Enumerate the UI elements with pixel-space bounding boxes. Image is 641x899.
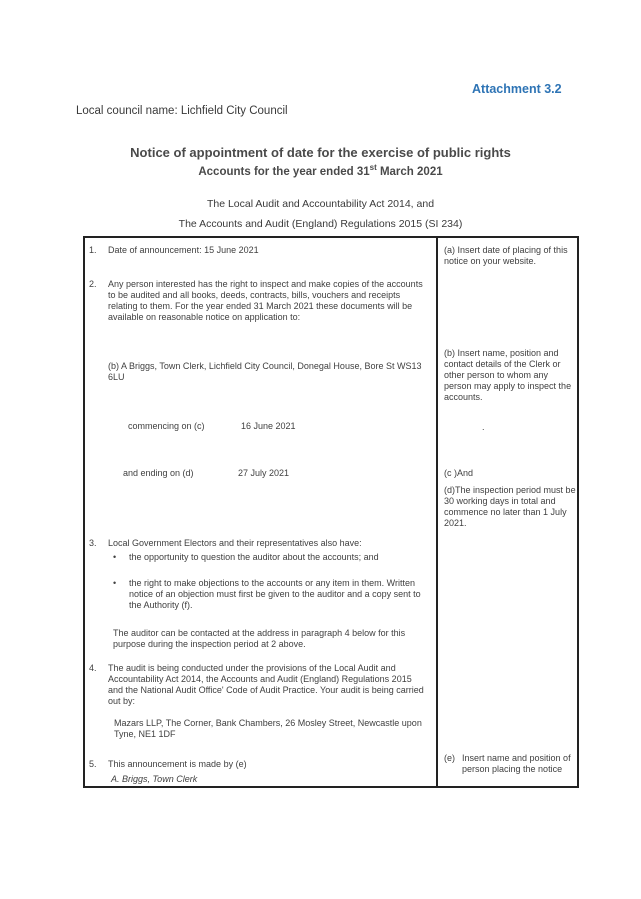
contact-person: (b) A Briggs, Town Clerk, Lichfield City Council, Donegal House, Bore St WS13 6LU bbox=[108, 361, 422, 382]
ending-date: 27 July 2021 bbox=[238, 468, 290, 478]
right-to-question: the opportunity to question the auditor about the accounts; and bbox=[129, 552, 379, 562]
attachment-label: Attachment 3.2 bbox=[472, 82, 562, 96]
commencing-label: commencing on (c) bbox=[128, 421, 205, 431]
item-number-3: 3. bbox=[89, 538, 97, 548]
announcement-made-by: This announcement is made by (e) bbox=[108, 759, 247, 769]
page-title: Notice of appointment of date for the exercise of public rights bbox=[130, 145, 511, 160]
announcer-name: A. Briggs, Town Clerk bbox=[111, 774, 198, 784]
auditor-address: Mazars LLP, The Corner, Bank Chambers, 26 Mosley Street, Newcastle upon Tyne, NE1 1DF bbox=[114, 718, 422, 739]
note-c: (c )And bbox=[444, 468, 474, 478]
audit-provisions-text: The audit is being conducted under the provisions of the Local Audit and Accountability Act 2014, the Accounts and Audit (England) Regulations 2015 and the National Audit Office' Code of Audit Practice. Your audit is being carried out by: bbox=[108, 663, 424, 706]
inspection-rights-text: Any person interested has the right to inspect and make copies of the accounts to be audited and all books, deeds, contracts, bills, vouchers and receipts relating to them. For the year ended 31 March 2021 these documents will be available on reasonable notice on application to: bbox=[108, 279, 423, 322]
item-number-2: 2. bbox=[89, 279, 97, 289]
item-number-5: 5. bbox=[89, 759, 97, 769]
note-dot: . bbox=[482, 422, 485, 432]
regulations-reference: The Accounts and Audit (England) Regulations 2015 (SI 234) bbox=[178, 218, 463, 230]
note-e: Insert name and position of person placing the notice bbox=[462, 753, 571, 774]
electors-rights-intro: Local Government Electors and their representatives also have: bbox=[108, 538, 362, 548]
accounts-subtitle bbox=[0, 163, 641, 178]
right-to-object: the right to make objections to the accounts or any item in them. Written notice of an objection must first be given to the auditor and a copy sent to the Authority (f). bbox=[129, 578, 421, 610]
bullet-icon: • bbox=[113, 578, 117, 588]
accounts-subtitle-post: March 2021 bbox=[376, 166, 443, 178]
item-number-1: 1. bbox=[89, 245, 97, 255]
auditor-contact-note: The auditor can be contacted at the address in paragraph 4 below for this purpose during the inspection period at 2 above. bbox=[113, 628, 406, 649]
bullet-icon: • bbox=[113, 552, 117, 562]
act-reference: The Local Audit and Accountability Act 2014, and bbox=[206, 198, 435, 210]
ending-label: and ending on (d) bbox=[123, 468, 194, 478]
item-number-4: 4. bbox=[89, 663, 97, 673]
note-b: (b) Insert name, position and contact details of the Clerk or other person to whom any person may apply to inspect the accounts. bbox=[444, 348, 572, 402]
note-d: (d)The inspection period must be 30 working days in total and commence no later than 1 July 2021. bbox=[444, 485, 576, 528]
note-a: (a) Insert date of placing of this notice on your website. bbox=[444, 245, 568, 266]
accounts-subtitle-pre: Accounts for the year ended 31 bbox=[198, 166, 370, 178]
council-name: Local council name: Lichfield City Council bbox=[76, 105, 288, 117]
commencing-date: 16 June 2021 bbox=[241, 421, 296, 431]
accounts-subtitle-sup: st bbox=[369, 163, 377, 173]
note-e-label: (e) bbox=[444, 753, 455, 763]
column-divider bbox=[436, 236, 438, 788]
date-of-announcement: Date of announcement: 15 June 2021 bbox=[108, 245, 259, 255]
